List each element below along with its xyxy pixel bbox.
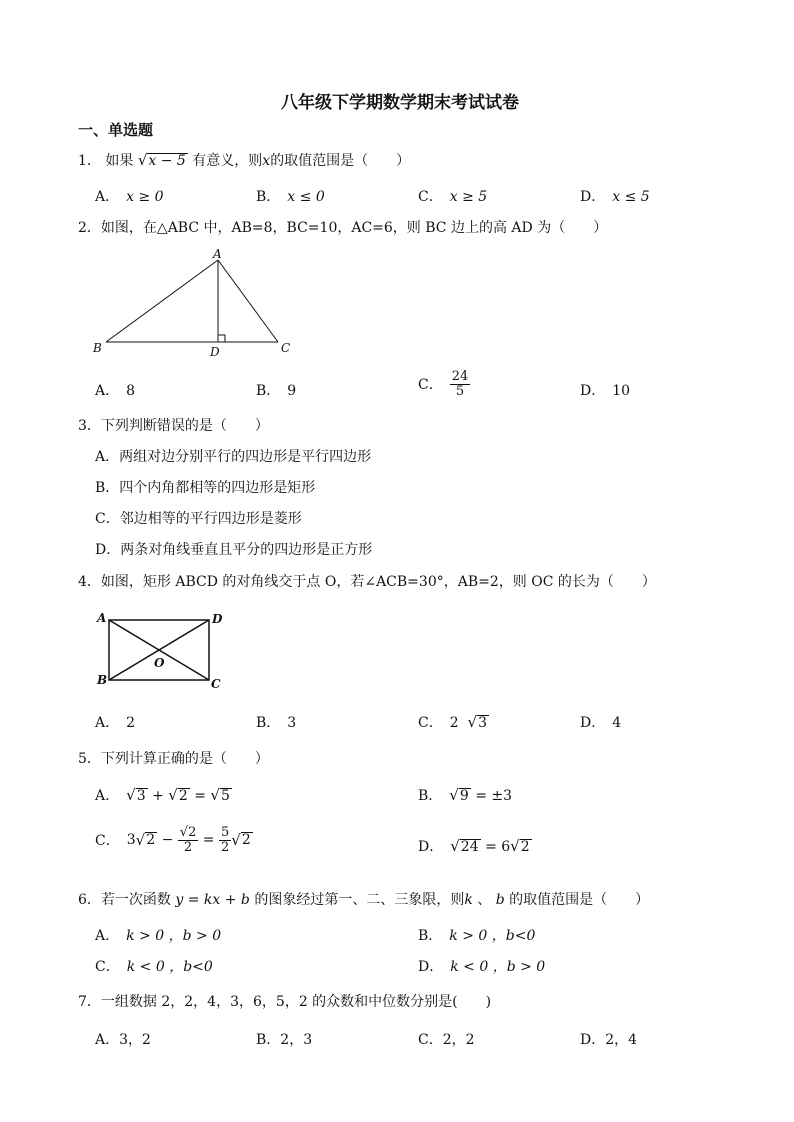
fraction: $\frac{24}{5}$ xyxy=(451,369,469,399)
option-c[interactable]: C． 2 √3 xyxy=(418,713,488,731)
option-c[interactable]: C． 3√2 − $\frac{√2}{2}$ = $\frac{5}{2}$ √2 xyxy=(95,825,251,855)
question-4: 4．如图，矩形 ABCD 的对角线交于点 O，若∠ACB=30°，AB=2，则 OC 的长为（ ） xyxy=(78,574,656,590)
question-6: 6．若一次函数 y = kx + b 的图象经过第一、二、三象限，则k 、 b 的取值范围是（ ） xyxy=(78,892,650,908)
label-b: B xyxy=(93,341,102,355)
question-number: 2． xyxy=(78,220,101,236)
option-d[interactable]: D． 10 xyxy=(580,383,631,399)
page-title: 八年级下学期数学期末考试试卷 xyxy=(281,93,519,113)
option-b[interactable]: B． 3 xyxy=(256,715,297,731)
question-number: 1． xyxy=(78,153,101,169)
option-b[interactable]: B． 9 xyxy=(256,383,297,399)
label-a: A xyxy=(97,611,107,625)
option-c[interactable]: C．邻边相等的平行四边形是菱形 xyxy=(95,511,302,527)
option-b[interactable]: B．2，3 xyxy=(256,1032,313,1048)
option-d[interactable]: D． k < 0 ，b > 0 xyxy=(418,959,546,975)
option-b[interactable]: B． x ≤ 0 xyxy=(256,189,325,205)
option-d[interactable]: D． x ≤ 5 xyxy=(580,189,650,205)
option-d[interactable]: D．两条对角线垂直且平分的四边形是正方形 xyxy=(95,542,373,558)
option-a[interactable]: A． 2 xyxy=(95,715,136,731)
question-number: 3． xyxy=(78,418,101,434)
question-3: 3．下列判断错误的是（ ） xyxy=(78,418,269,434)
option-a[interactable]: A． k > 0 ，b > 0 xyxy=(95,928,222,944)
option-c[interactable]: C． k < 0 ，b<0 xyxy=(95,959,213,975)
label-a: A xyxy=(213,248,222,261)
question-7: 7．一组数据 2，2，4，3，6，5，2 的众数和中位数分别是( ) xyxy=(78,994,492,1010)
section-heading: 一、单选题 xyxy=(78,121,154,139)
label-b: B xyxy=(97,673,108,687)
question-5: 5．下列计算正确的是（ ） xyxy=(78,751,269,767)
option-c[interactable]: C．2，2 xyxy=(418,1032,475,1048)
option-a[interactable]: A． x ≥ 0 xyxy=(95,189,164,205)
option-a[interactable]: A．两组对边分别平行的四边形是平行四边形 xyxy=(95,449,372,465)
label-c: C xyxy=(281,341,291,355)
option-b[interactable]: B．四个内角都相等的四边形是矩形 xyxy=(95,480,316,496)
question-number: 4． xyxy=(78,574,101,590)
option-b[interactable]: B． √9 = ±3 xyxy=(418,786,513,804)
label-d: D xyxy=(210,345,220,359)
sqrt-expression: x − 5 xyxy=(148,153,186,169)
option-d[interactable]: D．2，4 xyxy=(580,1032,638,1048)
question-number: 6． xyxy=(78,892,101,908)
option-c[interactable]: C． x ≥ 5 xyxy=(418,189,488,205)
question-number: 5． xyxy=(78,751,101,767)
rectangle-figure xyxy=(92,608,232,693)
option-a[interactable]: A．3，2 xyxy=(95,1032,151,1048)
option-c[interactable]: C． $\frac{24}{5}$ xyxy=(418,369,469,399)
question-1: 1． 如果 √x − 5 有意义，则x的取值范围是（ ） xyxy=(78,151,411,169)
option-a[interactable]: A． √3 + √2 = √5 xyxy=(95,786,230,804)
label-d: D xyxy=(212,612,223,626)
question-2: 2．如图，在△ABC 中，AB=8，BC=10，AC=6，则 BC 边上的高 AD 为（ ） xyxy=(78,220,608,236)
question-number: 7． xyxy=(78,994,101,1010)
option-d[interactable]: D． 4 xyxy=(580,715,622,731)
label-o: O xyxy=(154,656,165,670)
option-d[interactable]: D． √24 = 6√2 xyxy=(418,837,530,855)
label-c: C xyxy=(211,677,221,691)
option-a[interactable]: A． 8 xyxy=(95,383,136,399)
option-b[interactable]: B． k > 0 ，b<0 xyxy=(418,928,536,944)
triangle-figure xyxy=(88,248,308,360)
